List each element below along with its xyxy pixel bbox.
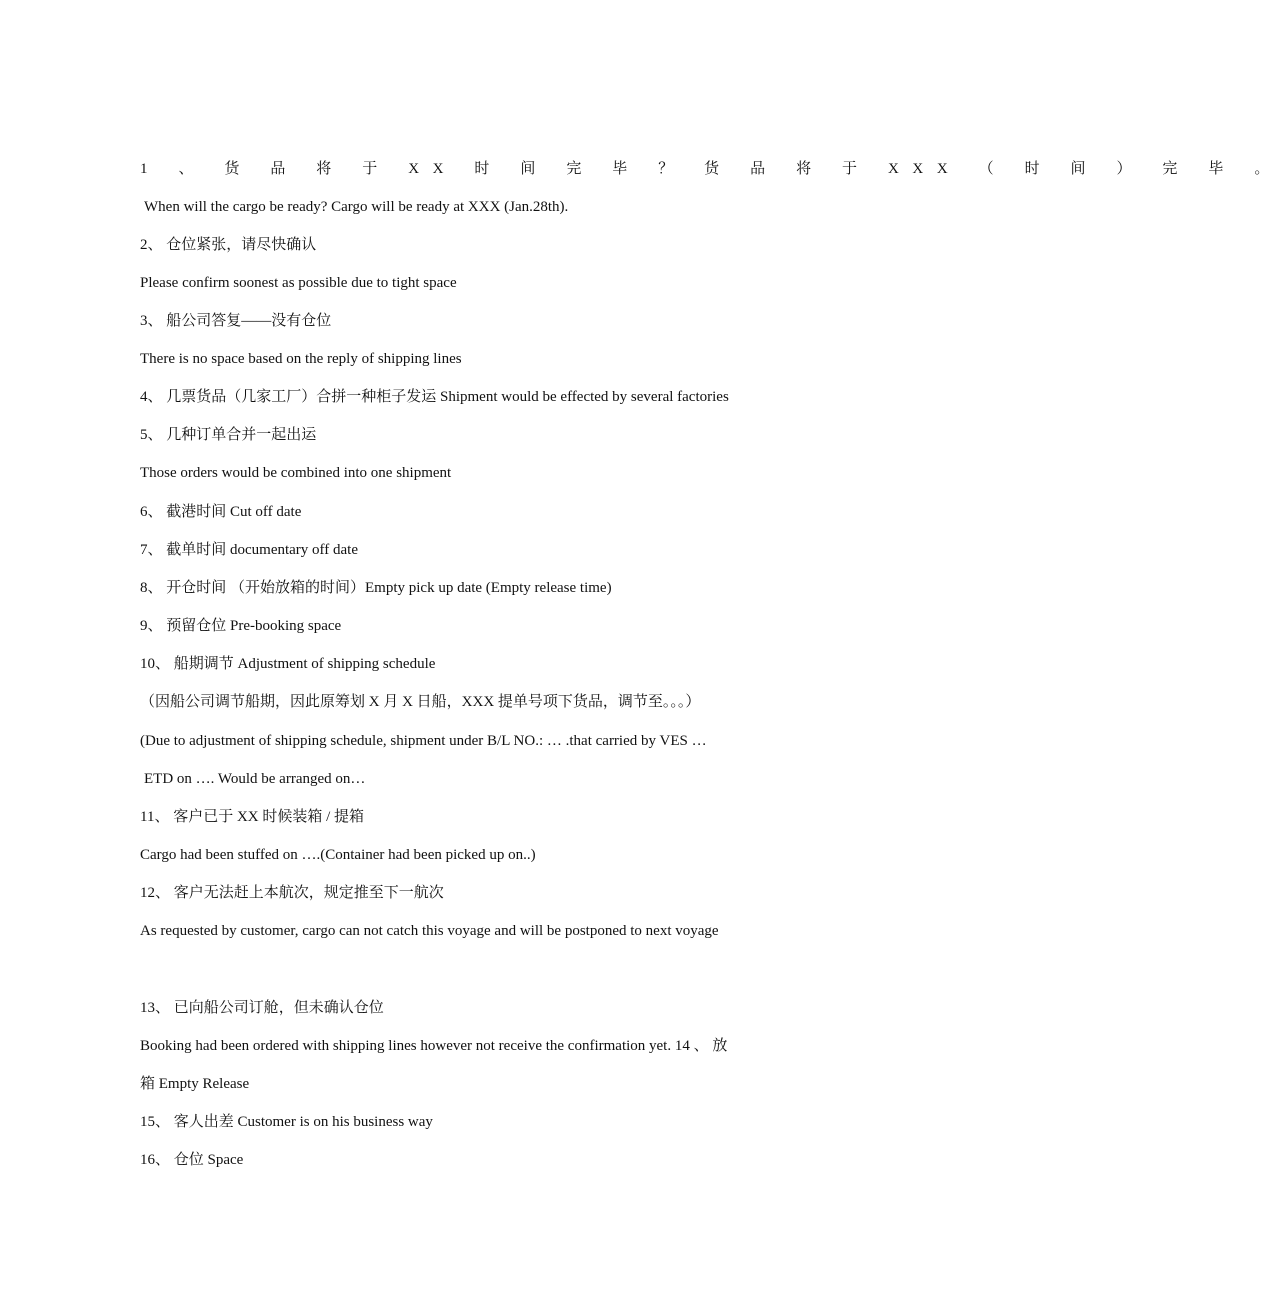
- item-5-chinese: 5、 几种订单合并一起出运: [140, 427, 317, 443]
- item-11-chinese: 11、 客户已于 XX 时候装箱 / 提箱: [140, 809, 365, 825]
- item-9: 9、 预留仓位 Pre-booking space: [140, 618, 342, 634]
- item-2-english: Please confirm soonest as possible due to tight space: [140, 275, 457, 291]
- item-10-chinese-note: （因船公司调节船期，因此原筹划 X 月 X 日船，XXX 提单号项下货品，调节至。。。）: [140, 694, 701, 710]
- item-12-english: As requested by customer, cargo can not catch this voyage and will be postponed to next voyage: [140, 923, 719, 939]
- item-5-english: Those orders would be combined into one shipment: [140, 465, 452, 481]
- item-6: 6、 截港时间 Cut off date: [140, 504, 302, 520]
- item-10-english-note-cont: ETD on …. Would be arranged on…: [144, 771, 366, 787]
- item-3-chinese: 3、 船公司答复——没有仓位: [140, 313, 332, 329]
- item-15: 15、 客人出差 Customer is on his business way: [140, 1114, 433, 1130]
- item-13-chinese: 13、 已向船公司订舱，但未确认仓位: [140, 1000, 384, 1016]
- item-16: 16、 仓位 Space: [140, 1152, 244, 1168]
- item-1-chinese: 1 、 货 品 将 于 XX 时 间 完 毕 ？ 货 品 将 于 XXX （ 时 间 ） 完 毕 。: [140, 161, 1283, 177]
- item-10: 10、 船期调节 Adjustment of shipping schedule: [140, 656, 436, 672]
- item-4: 4、 几票货品（几家工厂）合拼一种柜子发运 Shipment would be effected by several factories: [140, 389, 729, 405]
- item-2-chinese: 2、 仓位紧张，请尽快确认: [140, 237, 317, 253]
- item-3-english: There is no space based on the reply of shipping lines: [140, 351, 462, 367]
- item-11-english: Cargo had been stuffed on ….(Container had been picked up on..): [140, 847, 536, 863]
- item-13-english: Booking had been ordered with shipping lines however not receive the confirmation yet. 14 、 放: [140, 1038, 728, 1054]
- item-14: 箱 Empty Release: [140, 1076, 250, 1092]
- item-1-english: When will the cargo be ready? Cargo will be ready at XXX (Jan.28th).: [144, 199, 569, 215]
- item-8: 8、 开仓时间 （开始放箱的时间）Empty pick up date (Empty release time): [140, 580, 612, 596]
- item-7: 7、 截单时间 documentary off date: [140, 542, 359, 558]
- item-12-chinese: 12、 客户无法赶上本航次，规定推至下一航次: [140, 885, 444, 901]
- item-10-english-note: (Due to adjustment of shipping schedule, shipment under B/L NO.: … .that carried by VES …: [140, 733, 707, 749]
